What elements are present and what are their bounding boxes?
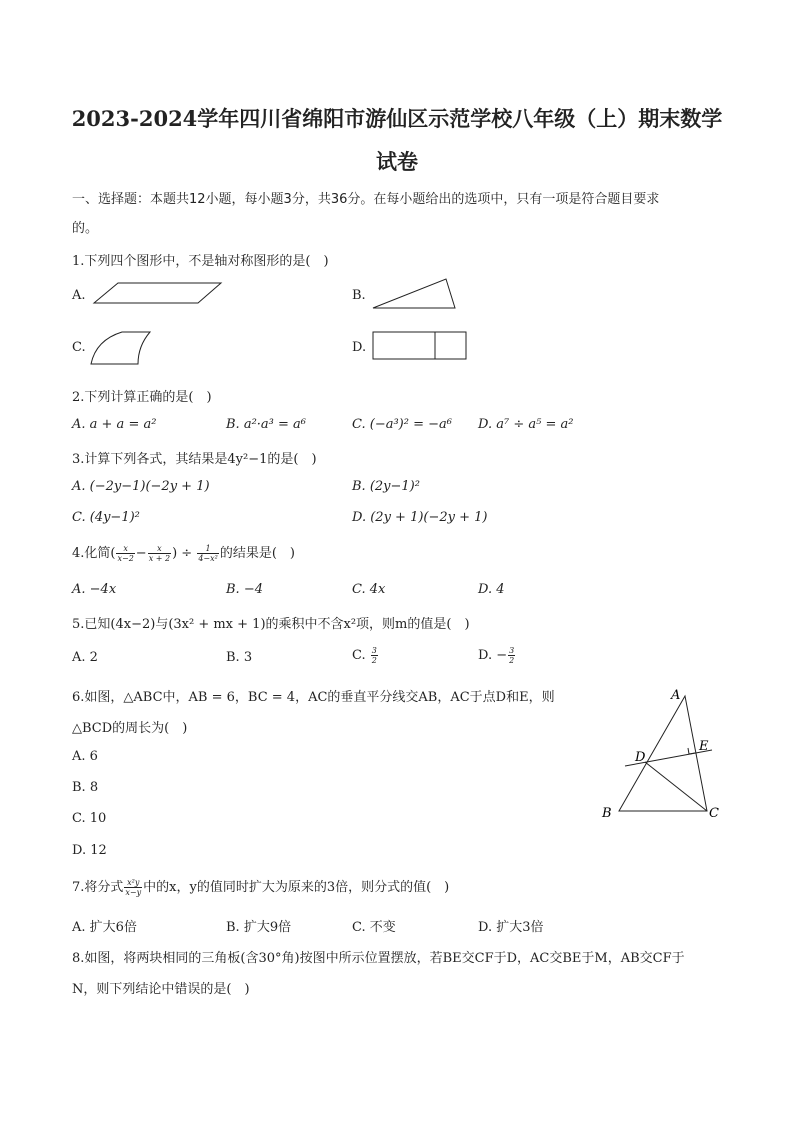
q6-label-c: C (709, 806, 719, 821)
title-line-1: 2023-2024学年四川省绵阳市游仙区示范学校八年级（上）期末数学 (71, 106, 723, 131)
q1-figure-parallelogram (90, 280, 225, 306)
q3-option-c: C. (4y−1)² (72, 510, 140, 525)
q6-label-e: E (699, 739, 709, 754)
q3-option-a: A. (−2y−1)(−2y + 1) (72, 479, 210, 494)
q2-stem: 2.下列计算正确的是( ) (72, 390, 212, 405)
q4-option-d: D. 4 (478, 582, 505, 597)
q1-option-a: A. (72, 288, 86, 303)
q7-stem (72, 876, 449, 897)
q7-option-b: B. 扩大9倍 (226, 920, 292, 935)
q5-option-b: B. 3 (226, 650, 253, 665)
q4-post: 的结果是( ) (219, 546, 295, 561)
q5-stem: 5.已知(4x−2)与(3x² + mx + 1)的乘积中不含x²项，则m的值是( ) (72, 617, 470, 632)
q1-option-b: B. (352, 288, 366, 303)
q6-option-d: D. 12 (72, 843, 107, 858)
q7-fraction: $\frac{\text{x²y}}{x-y}$ (125, 878, 142, 897)
q7-option-d: D. 扩大3倍 (478, 920, 544, 935)
q8-stem-line-2: N，则下列结论中错误的是( ) (72, 982, 250, 997)
q5-option-a: A. 2 (72, 650, 98, 665)
q4-option-b: B. −4 (226, 582, 263, 597)
q4-fraction-3: $\frac{1}{\text{4−x²}}$ (198, 544, 218, 563)
q4-option-a: A. −4x (72, 582, 117, 597)
q3-option-b: B. (2y−1)² (352, 479, 420, 494)
q7-option-c: C. 不变 (352, 920, 396, 935)
q1-figure-rectangle (372, 331, 468, 361)
q4-fraction-2: $\frac{x}{x + 2}$ (148, 544, 171, 563)
q7-option-a: A. 扩大6倍 (72, 920, 137, 935)
q8-stem-line-1: 8.如图，将两块相同的三角板(含30°角)按图中所示位置摆放，若BE交CF于D，AC交BE于M，AB交CF于 (72, 951, 685, 966)
q5-option-c-fraction: $\frac{3}{2}$ (371, 646, 377, 665)
q2-option-d: D. a⁷ ÷ a⁵ = a² (478, 417, 574, 432)
q6-option-b: B. 8 (72, 780, 99, 795)
q6-label-b: B (602, 806, 612, 821)
q6-triangle-figure (595, 682, 735, 827)
q4-pre: 4.化简( (72, 546, 116, 561)
q4-option-c: C. 4x (352, 582, 386, 597)
q3-stem: 3.计算下列各式，其结果是4y²−1的是( ) (72, 452, 317, 467)
q5-option-c-label: C. (352, 648, 366, 663)
q2-option-b: B. a²·a³ = a⁶ (226, 417, 306, 432)
q6-option-c: C. 10 (72, 811, 107, 826)
q6-stem-line-1: 6.如图，△ABC中，AB = 6，BC = 4，AC的垂直平分线交AB，AC于点D和E，则 (72, 690, 555, 705)
q5-option-d-fraction: $\frac{3}{2}$ (509, 646, 515, 665)
q3-option-d: D. (2y + 1)(−2y + 1) (352, 510, 488, 525)
q5-option-d (478, 646, 516, 665)
q1-option-c: C. (72, 340, 86, 355)
q4-fraction-1: $\frac{x}{x-2}$ (117, 544, 134, 563)
q4-div: ) ÷ (172, 546, 197, 561)
section-header-line-2: 的。 (72, 221, 99, 236)
q4-minus: − (135, 546, 147, 561)
q2-option-a: A. a + a = a² (72, 417, 157, 432)
q1-figure-triangle (370, 276, 460, 312)
section-header-line-1: 一、选择题：本题共12小题，每小题3分，共36分。在每小题给出的选项中，只有一项是符合题目要求 (72, 192, 660, 207)
q7-post: 中的x，y的值同时扩大为原来的3倍，则分式的值( ) (143, 880, 450, 895)
q5-option-d-label: D. − (478, 648, 508, 663)
q7-pre: 7.将分式 (72, 880, 124, 895)
q6-label-a: A (671, 688, 681, 703)
q1-stem: 1.下列四个图形中，不是轴对称图形的是( ) (72, 254, 329, 269)
q1-figure-sector (88, 326, 154, 368)
title-line-2: 试卷 (376, 149, 418, 174)
q6-label-d: D (635, 750, 646, 765)
q2-option-c: C. (−a³)² = −a⁶ (352, 417, 452, 432)
q1-option-d: D. (352, 340, 367, 355)
q6-option-a: A. 6 (72, 749, 98, 764)
q4-stem (72, 542, 295, 563)
q5-option-c (352, 646, 379, 665)
q6-stem-line-2: △BCD的周长为( ) (72, 721, 188, 736)
